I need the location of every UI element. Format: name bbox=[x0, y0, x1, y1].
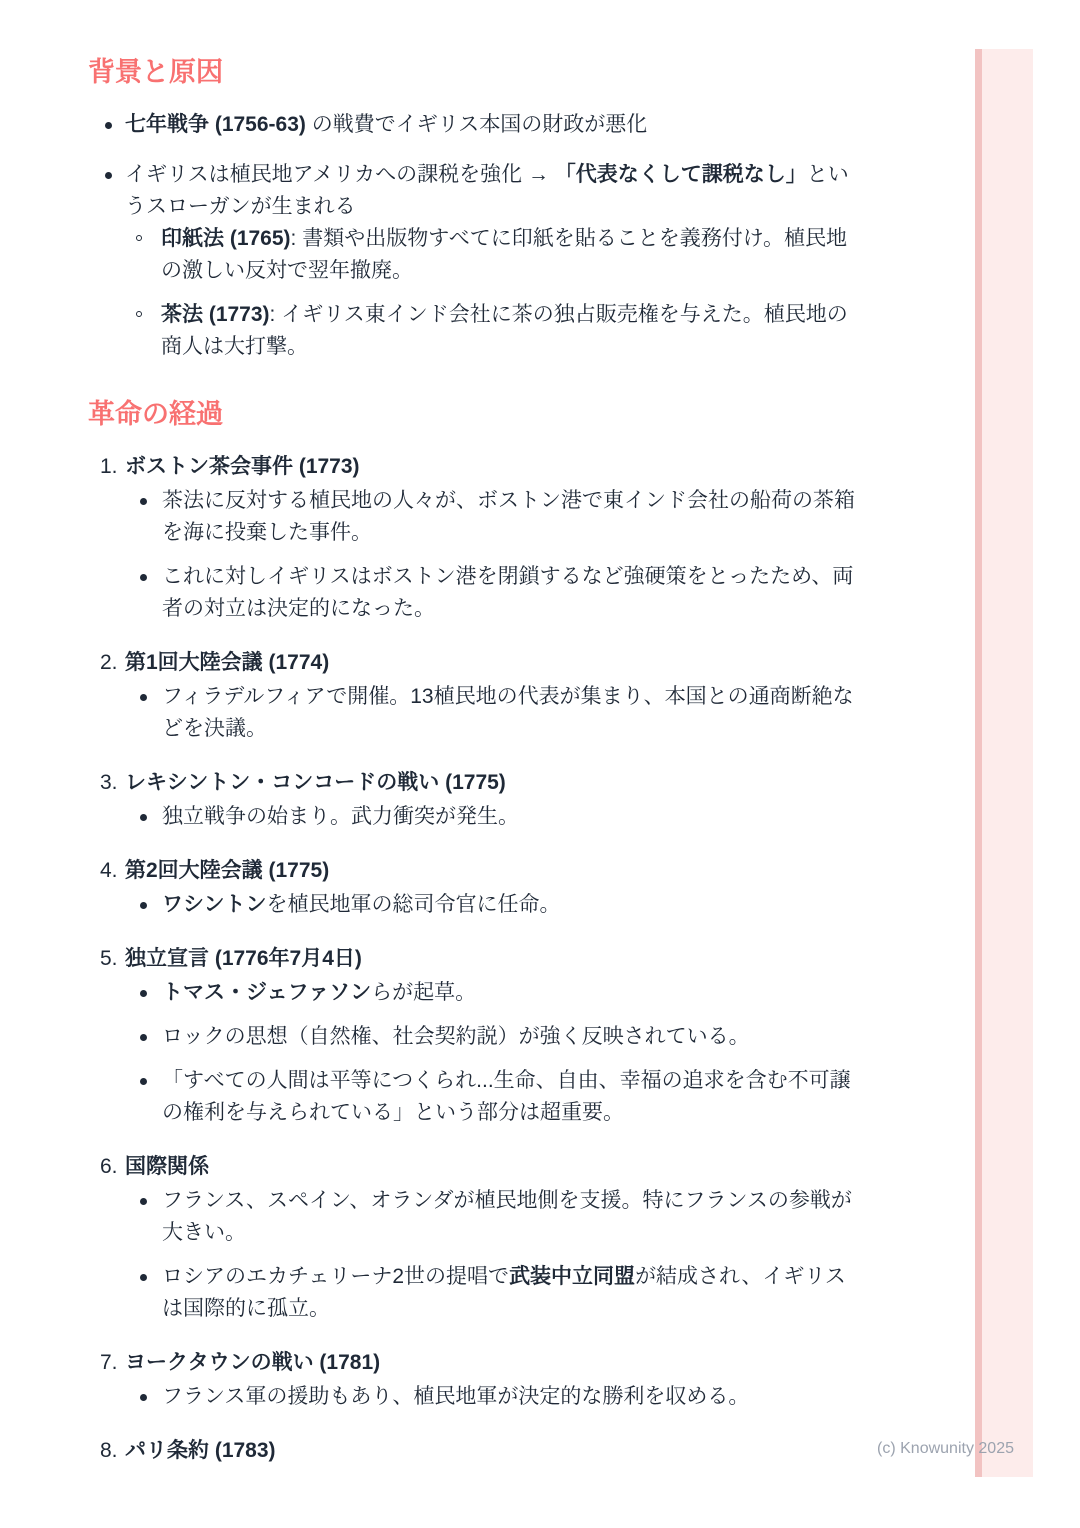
list-text bbox=[125, 109, 860, 141]
page-edge-decoration bbox=[975, 49, 1033, 1477]
watermark: (c) Knowunity 2025 bbox=[877, 1440, 1014, 1457]
list-number: 5. bbox=[100, 947, 118, 970]
bullet-marker bbox=[140, 814, 147, 821]
section-title: 背景と原因 bbox=[88, 57, 223, 87]
text-segment: 「すべての人間は平等につくられ...生命、自由、幸福の追求を含む不可譲の権利を与えられている」という部分は超重要。 bbox=[162, 1069, 851, 1124]
text-segment: 武装中立同盟 bbox=[509, 1265, 636, 1288]
bullet-marker bbox=[140, 1394, 147, 1401]
list-text bbox=[125, 159, 860, 363]
list-number: 3. bbox=[100, 771, 118, 794]
bullet-list bbox=[88, 109, 860, 363]
list-text bbox=[162, 561, 860, 625]
list-text bbox=[162, 681, 860, 745]
list-item bbox=[125, 1065, 860, 1129]
list-item bbox=[125, 1185, 860, 1249]
list-item bbox=[88, 1151, 860, 1325]
bullet-marker bbox=[140, 1078, 147, 1085]
text-segment: イギリスは植民地アメリカへの課税を強化 → bbox=[125, 163, 555, 186]
text-segment: の戦費でイギリス本国の財政が悪化 bbox=[305, 113, 648, 136]
list-text bbox=[125, 1347, 860, 1413]
list-item bbox=[125, 681, 860, 745]
text-segment: というスローガンが生まれる bbox=[125, 163, 849, 218]
list-text bbox=[162, 1381, 860, 1413]
list-text bbox=[125, 647, 860, 745]
text-segment: ヨークタウンの戦い (1781) bbox=[125, 1351, 381, 1374]
list-text bbox=[162, 1185, 860, 1249]
text-segment: : 書類や出版物すべてに印紙を貼ることを義務付け。植民地の激しい反対で翌年撤廃。 bbox=[161, 227, 847, 282]
text-segment: 国際関係 bbox=[125, 1155, 209, 1178]
list-item bbox=[88, 647, 860, 745]
list-text bbox=[161, 299, 860, 363]
list-number: 2. bbox=[100, 651, 118, 674]
text-segment: を植民地軍の総司令官に任命。 bbox=[266, 893, 561, 916]
list-text bbox=[125, 1151, 860, 1325]
text-segment: レキシントン・コンコードの戦い (1775) bbox=[125, 771, 506, 794]
section-title: 革命の経過 bbox=[88, 399, 223, 429]
numbered-list bbox=[88, 451, 860, 1467]
text-segment: フランス軍の援助もあり、植民地軍が決定的な勝利を収める。 bbox=[162, 1385, 750, 1408]
bullet-marker bbox=[136, 235, 142, 241]
list-item bbox=[125, 299, 860, 363]
list-text bbox=[125, 943, 860, 1129]
text-segment: 茶法 (1773) bbox=[161, 303, 270, 326]
list-item bbox=[125, 485, 860, 549]
list-item bbox=[125, 561, 860, 625]
text-segment: フランス、スペイン、オランダが植民地側を支援。特にフランスの参戦が大きい。 bbox=[162, 1189, 852, 1244]
bullet-marker bbox=[140, 1198, 147, 1205]
list-item bbox=[125, 977, 860, 1009]
text-segment: これに対しイギリスはボストン港を閉鎖するなど強硬策をとったため、両者の対立は決定的になった。 bbox=[162, 565, 854, 620]
sub-list bbox=[125, 889, 860, 921]
text-segment: 印紙法 (1765) bbox=[161, 227, 291, 250]
text-segment: パリ条約 (1783) bbox=[125, 1439, 276, 1462]
bullet-marker bbox=[140, 902, 147, 909]
list-number: 7. bbox=[100, 1351, 118, 1374]
text-segment: が結成され、イギリスは国際的に孤立。 bbox=[162, 1265, 846, 1320]
list-number: 4. bbox=[100, 859, 118, 882]
bullet-marker bbox=[140, 1034, 147, 1041]
text-segment: フィラデルフィアで開催。13植民地の代表が集まり、本国との通商断絶などを決議。 bbox=[162, 685, 854, 740]
bullet-marker bbox=[140, 990, 147, 997]
text-segment: 独立宣言 (1776年7月4日) bbox=[125, 947, 362, 970]
list-text bbox=[161, 223, 860, 287]
text-segment: ワシントン bbox=[162, 893, 267, 916]
list-item bbox=[88, 943, 860, 1129]
sub-list bbox=[125, 485, 860, 625]
list-item bbox=[125, 1381, 860, 1413]
text-segment: ロックの思想（自然権、社会契約説）が強く反映されている。 bbox=[162, 1025, 750, 1048]
text-segment: 七年戦争 (1756-63) bbox=[125, 113, 306, 136]
list-text bbox=[162, 485, 860, 549]
text-segment: ロシアのエカチェリーナ2世の提唱で bbox=[162, 1265, 510, 1288]
list-item bbox=[125, 1021, 860, 1053]
list-text bbox=[162, 889, 860, 921]
list-item bbox=[88, 451, 860, 625]
bullet-marker bbox=[105, 122, 112, 129]
list-text bbox=[162, 1261, 860, 1325]
list-item bbox=[88, 159, 860, 363]
sub-list bbox=[125, 977, 860, 1129]
list-text bbox=[125, 767, 860, 833]
text-segment: トマス・ジェファソン bbox=[162, 981, 372, 1004]
text-segment: 独立戦争の始まり。武力衝突が発生。 bbox=[162, 805, 519, 828]
sub-list bbox=[125, 1381, 860, 1413]
list-text bbox=[162, 801, 860, 833]
list-text bbox=[125, 1435, 860, 1467]
section-background bbox=[88, 57, 860, 363]
bullet-marker bbox=[140, 1274, 147, 1281]
bullet-marker bbox=[140, 498, 147, 505]
list-item bbox=[125, 889, 860, 921]
list-text bbox=[125, 451, 860, 625]
list-text bbox=[162, 977, 860, 1009]
list-number: 6. bbox=[100, 1155, 118, 1178]
list-item bbox=[125, 1261, 860, 1325]
sub-list bbox=[125, 801, 860, 833]
list-item bbox=[88, 855, 860, 921]
section-course-of-revolution bbox=[88, 399, 860, 1467]
list-item bbox=[88, 1347, 860, 1413]
list-item bbox=[88, 1435, 860, 1467]
bullet-marker bbox=[140, 694, 147, 701]
list-item bbox=[125, 801, 860, 833]
list-item bbox=[88, 767, 860, 833]
list-text bbox=[162, 1065, 860, 1129]
text-segment: : イギリス東インド会社に茶の独占販売権を与えた。植民地の商人は大打撃。 bbox=[161, 303, 848, 358]
sub-list bbox=[125, 1185, 860, 1325]
sub-list bbox=[125, 681, 860, 745]
list-text bbox=[125, 855, 860, 921]
bullet-marker bbox=[136, 311, 142, 317]
list-text bbox=[162, 1021, 860, 1053]
sub-list bbox=[125, 223, 860, 363]
list-item bbox=[125, 223, 860, 287]
list-item bbox=[88, 109, 860, 141]
text-segment: 第1回大陸会議 (1774) bbox=[125, 651, 330, 674]
text-segment: らが起草。 bbox=[371, 981, 477, 1004]
text-segment: ボストン茶会事件 (1773) bbox=[125, 455, 360, 478]
text-segment: 第2回大陸会議 (1775) bbox=[125, 859, 330, 882]
list-number: 8. bbox=[100, 1439, 118, 1462]
bullet-marker bbox=[105, 172, 112, 179]
text-segment: 「代表なくして課税なし」 bbox=[554, 163, 807, 186]
list-number: 1. bbox=[100, 455, 118, 478]
text-segment: 茶法に反対する植民地の人々が、ボストン港で東インド会社の船荷の茶箱を海に投棄した事件。 bbox=[162, 489, 855, 544]
bullet-marker bbox=[140, 574, 147, 581]
